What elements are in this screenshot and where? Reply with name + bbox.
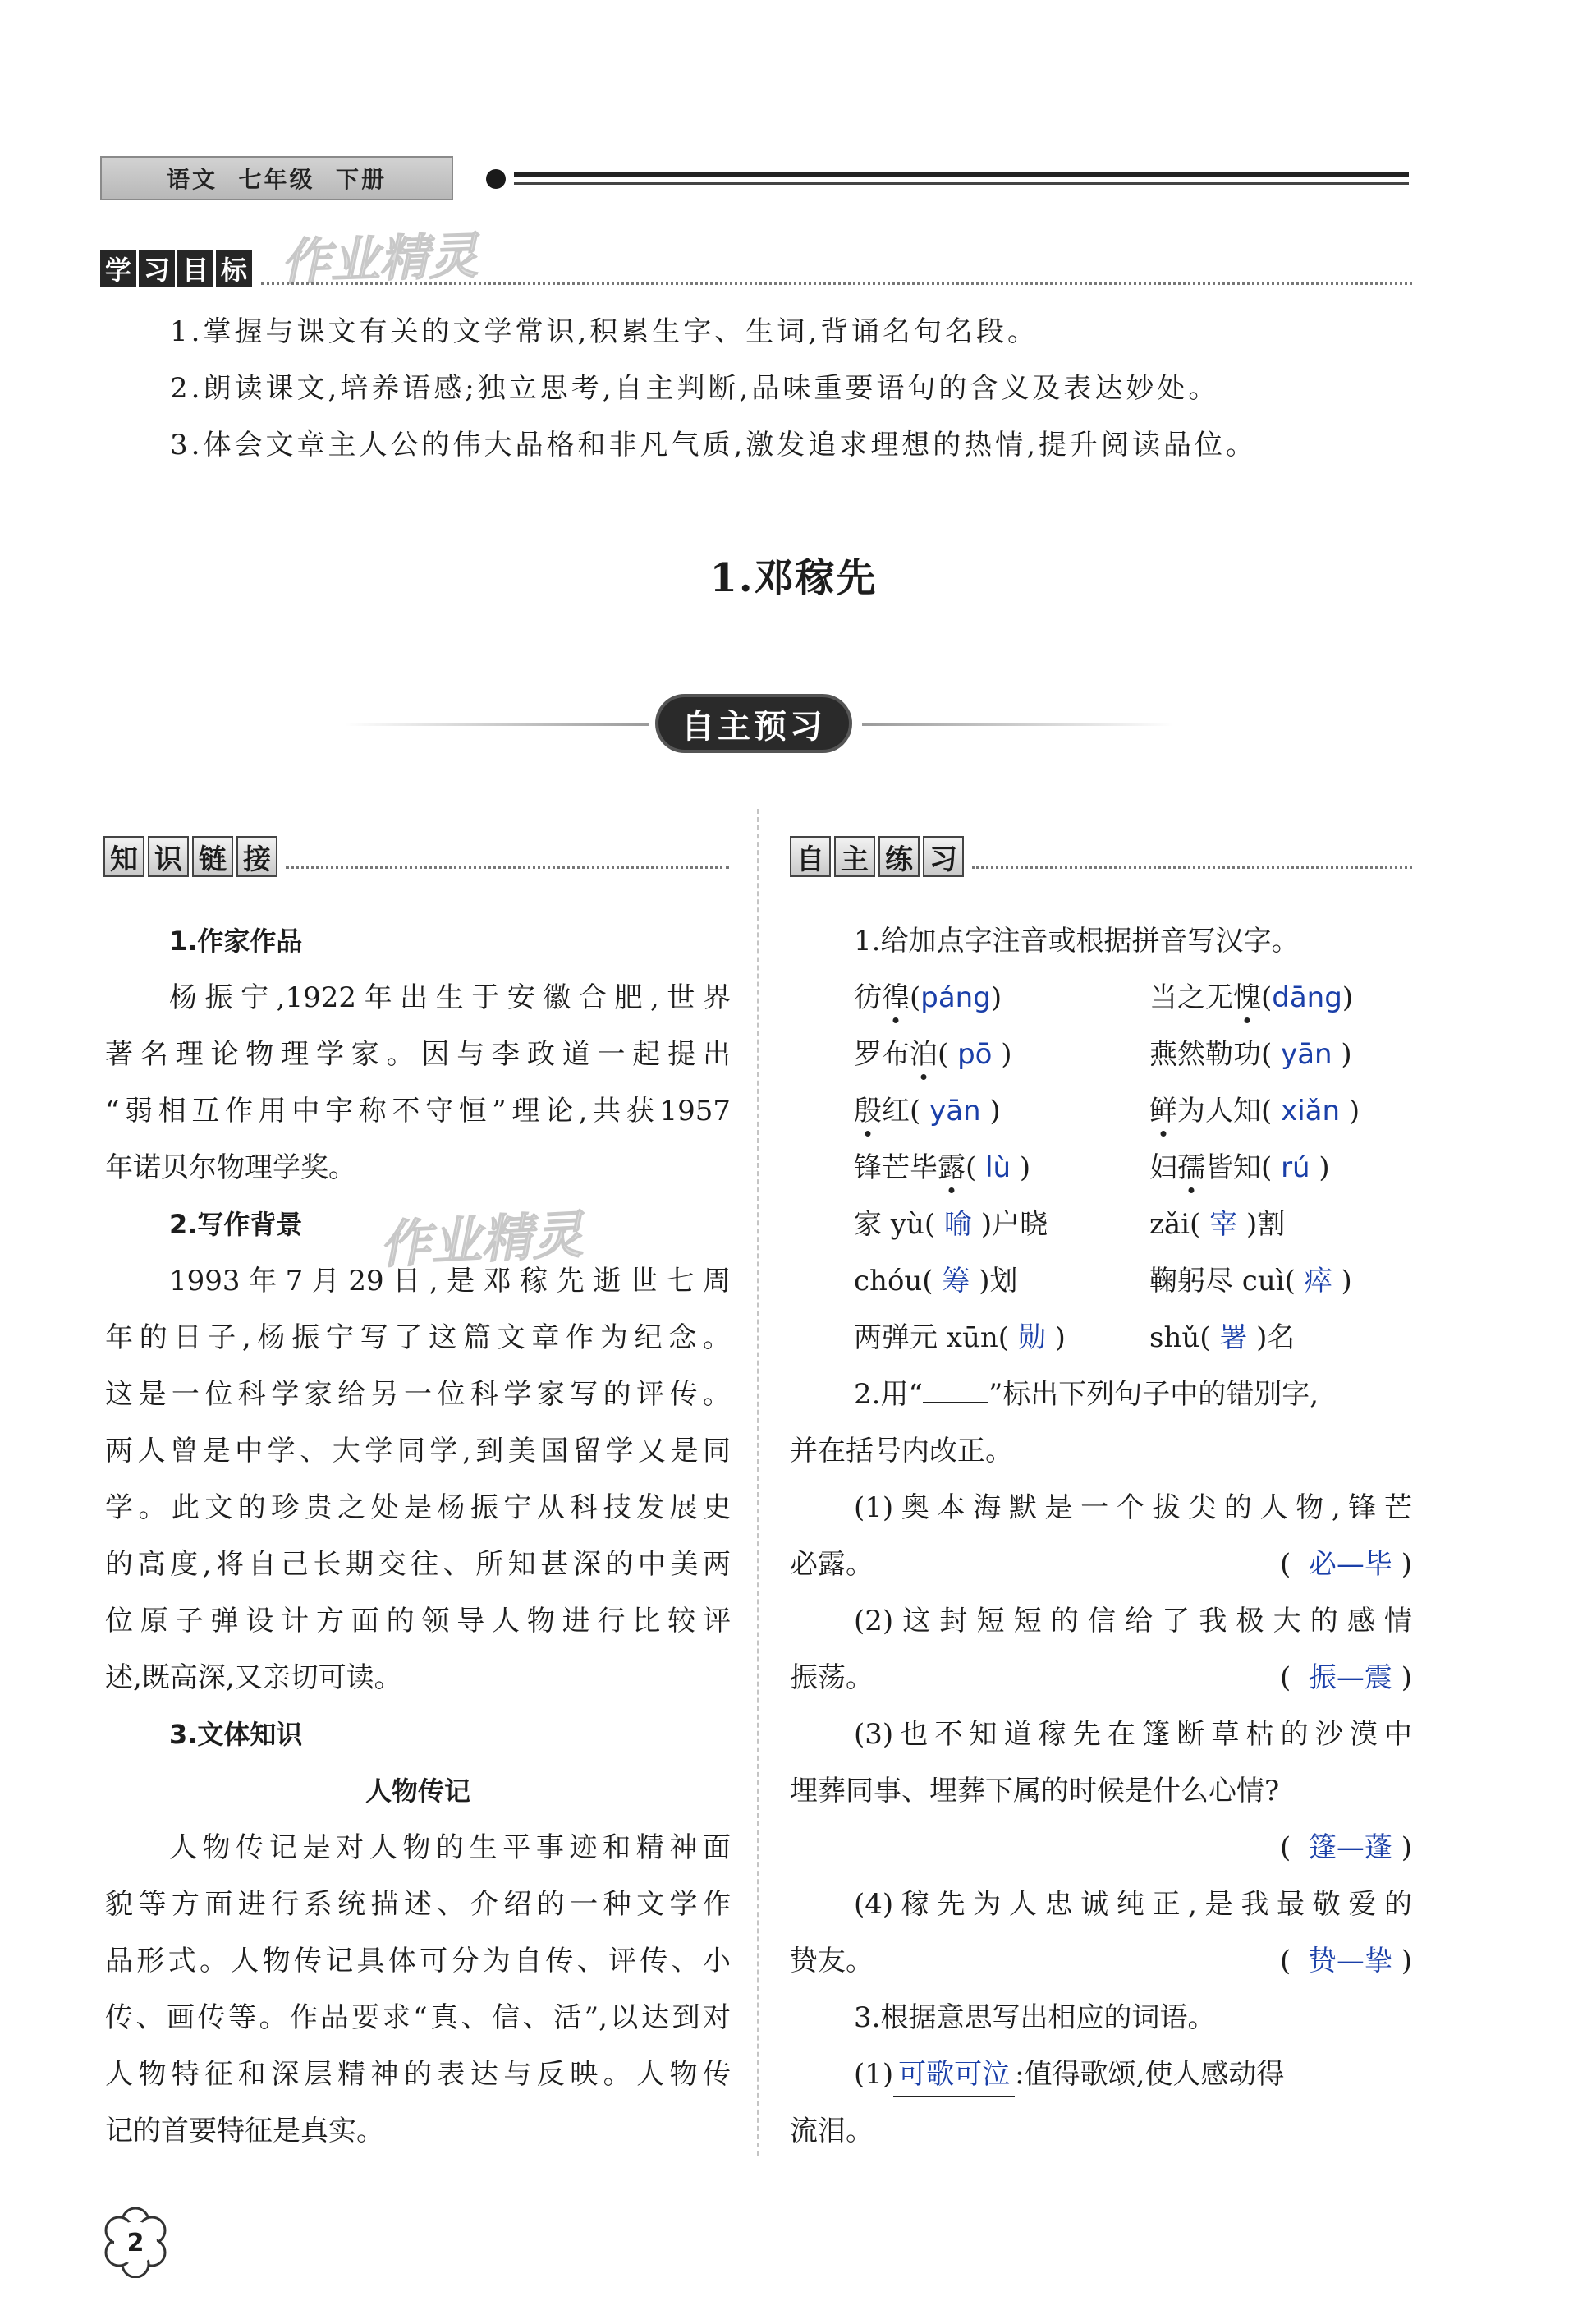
dotted-char: 愧 <box>1233 970 1261 1027</box>
dotted-char: 露 <box>938 1140 966 1196</box>
pinyin-item: 鲜为人知( xiǎn ) <box>1149 1083 1412 1140</box>
word-part: )户晓 <box>980 1208 1048 1241</box>
word-part: 红 <box>882 1095 910 1128</box>
item-number: (1) <box>854 2058 894 2091</box>
goal-item: 1.掌握与课文有关的文学常识,积累生字、生词,背诵名句名段。 <box>170 315 1039 348</box>
header-char: 习 <box>923 836 964 877</box>
header-dot <box>486 169 506 189</box>
header-char: 自 <box>790 836 831 877</box>
learning-goals-label <box>100 250 255 287</box>
paragraph-line: 杨振宁,1922年出生于安徽合肥,世界 <box>169 981 731 1014</box>
header-char: 主 <box>834 836 875 877</box>
pinyin-item: 燕然勒功( yān ) <box>1149 1038 1352 1071</box>
correction: ( 振—震 ) <box>1280 1661 1412 1694</box>
sentence-line: (3)也不知道稼先在篷断草枯的沙漠中 <box>854 1718 1412 1751</box>
question-text: ”标出下列句子中的错别字, <box>988 1378 1319 1411</box>
goal-item: 3.体会文章主人公的伟大品格和非凡气质,激发追求理想的热情,提升阅读品位。 <box>170 429 1258 462</box>
column-divider <box>757 809 759 2156</box>
paragraph-line: 传、画传等。作品要求“真、信、活”,以达到对 <box>105 2001 731 2034</box>
section-rule-left <box>345 723 649 726</box>
word-part: )割 <box>1245 1208 1286 1241</box>
header-char: 链 <box>192 836 233 877</box>
word-part: 家 yù( <box>854 1208 936 1241</box>
question-2 <box>790 1366 1412 1423</box>
word-part: 皆知 <box>1205 1151 1261 1184</box>
goal-label-char: 标 <box>216 250 252 287</box>
dotted-char: 殷 <box>854 1083 882 1140</box>
goal-label-char: 目 <box>177 250 213 287</box>
answer: 必—毕 <box>1308 1548 1392 1581</box>
section-heading: 1.作家作品 <box>169 925 303 957</box>
pinyin-item: 彷徨(páng) <box>790 970 1149 1027</box>
paragraph-line: 的高度,将自己长期交往、所知甚深的中美两 <box>105 1548 731 1581</box>
answer: 筹 <box>942 1265 970 1297</box>
book-header-label: 语文 七年级 下册 <box>167 166 387 193</box>
word-part: chóu( <box>854 1265 933 1297</box>
paragraph-line: 貌等方面进行系统描述、介绍的一种文学作 <box>105 1888 731 1921</box>
answer: pō <box>957 1038 993 1071</box>
sentence-line: (4)稼先为人忠诚纯正,是我最敬爱的 <box>854 1888 1412 1921</box>
question-text: 并在括号内改正。 <box>790 1435 1013 1467</box>
dotted-char: 徨 <box>882 970 910 1027</box>
word-part: zǎi( <box>1149 1208 1201 1241</box>
header-char: 知 <box>103 836 144 877</box>
paragraph-line: 人物传记是对人物的生平事迹和精神面 <box>169 1831 731 1864</box>
answer: xiǎn <box>1281 1095 1341 1128</box>
goal-item: 2.朗读课文,培养语感;独立思考,自主判断,品味重要语句的含义及表达妙处。 <box>170 372 1220 405</box>
question-1: 1.给加点字注音或根据拼音写汉字。 <box>854 925 1300 958</box>
sentence-answer-line <box>790 1820 1412 1876</box>
pinyin-item: 当之无愧(dāng) <box>1149 970 1412 1027</box>
sentence-answer-line <box>790 1650 1412 1706</box>
page-number-badge <box>100 2207 171 2278</box>
paragraph-line: 著名理论物理学家。因与李政道一起提出 <box>105 1038 731 1071</box>
word-part: 燕然勒功 <box>1149 1038 1261 1071</box>
pinyin-item: 殷红( yān ) <box>790 1083 1149 1140</box>
hanzi-item <box>790 1196 1149 1253</box>
header-char: 练 <box>878 836 920 877</box>
word-part: 两弹元 xūn( <box>854 1321 1010 1354</box>
question-text: 2.用“ <box>854 1378 923 1411</box>
answer: 篷—蓬 <box>1308 1831 1392 1864</box>
hanzi-row <box>790 1253 1412 1310</box>
underline-blank <box>923 1372 988 1403</box>
dotted-char: 孺 <box>1177 1140 1205 1196</box>
answer: 瘁 <box>1304 1265 1332 1297</box>
hanzi-row <box>790 1310 1412 1366</box>
answer: 可歌可泣 <box>893 2053 1015 2097</box>
lesson-title: 1.邓稼先 <box>709 555 878 601</box>
subsection-title: 人物传记 <box>365 1775 470 1807</box>
answer: 宰 <box>1209 1208 1238 1241</box>
paragraph-line: 年的日子,杨振宁写了这篇文章作为纪念。 <box>105 1321 731 1354</box>
dotted-divider <box>286 866 729 869</box>
dotted-divider <box>972 866 1412 869</box>
paragraph-line: 品形式。人物传记具体可分为自传、评传、小 <box>105 1945 731 1977</box>
hanzi-item <box>1149 1253 1412 1310</box>
answer: 勋 <box>1017 1321 1046 1354</box>
header-rule-thin <box>514 182 1409 185</box>
sentence-line: 振荡。 <box>790 1661 874 1694</box>
word-part: 彷 <box>854 981 882 1014</box>
self-practice-header <box>790 836 967 877</box>
answer: lù <box>985 1151 1011 1184</box>
hanzi-item <box>790 1310 1149 1366</box>
answer: 贽—挚 <box>1308 1945 1392 1977</box>
paragraph-line: 人物特征和深层精神的表达与反映。人物传 <box>105 2058 731 2091</box>
sentence-answer-line <box>790 1933 1412 1990</box>
goal-label-char: 习 <box>139 250 175 287</box>
paragraph-line: “弱相互作用中宇称不守恒”理论,共获1957 <box>105 1095 731 1128</box>
word-part: 妇 <box>1149 1151 1177 1184</box>
header-char: 识 <box>148 836 189 877</box>
hanzi-item <box>790 1253 1149 1310</box>
paragraph-line: 两人曾是中学、大学同学,到美国留学又是同 <box>105 1435 731 1467</box>
paragraph-line: 述,既高深,又亲切可读。 <box>105 1661 402 1694</box>
pinyin-row <box>790 970 1412 1027</box>
header-char: 接 <box>236 836 277 877</box>
pinyin-item: 罗布泊( pō ) <box>790 1027 1149 1083</box>
hanzi-item <box>1149 1310 1412 1366</box>
hanzi-item <box>1149 1196 1412 1253</box>
book-header <box>100 156 453 200</box>
answer: 喻 <box>944 1208 972 1241</box>
answer: 署 <box>1219 1321 1248 1354</box>
learning-goals-list <box>170 304 1418 474</box>
dotted-divider <box>261 282 1412 285</box>
correction: ( 篷—蓬 ) <box>1280 1831 1412 1864</box>
answer: dāng <box>1272 981 1342 1014</box>
knowledge-link-column <box>105 913 731 2160</box>
sentence-line: 埋葬同事、埋葬下属的时候是什么心情? <box>790 1775 1280 1807</box>
paragraph-line: 1993年7月29日,是邓稼先逝世七周 <box>169 1265 731 1297</box>
paragraph-line: 位原子弹设计方面的领导人物进行比较评 <box>105 1605 731 1637</box>
dotted-char: 鲜 <box>1149 1083 1177 1140</box>
word-part: 鞠躬尽 cuì( <box>1149 1265 1296 1297</box>
sentence-line: (1)奥本海默是一个拔尖的人物,锋芒 <box>854 1491 1412 1524</box>
answer: yān <box>1281 1038 1332 1071</box>
page-number: 2 <box>126 2228 144 2257</box>
word-part: 当之无 <box>1149 981 1233 1014</box>
answer: 振—震 <box>1308 1661 1392 1694</box>
definition-text: 流泪。 <box>790 2115 874 2147</box>
section-rule-right <box>862 723 1174 726</box>
word-part: shǔ( <box>1149 1321 1211 1354</box>
correction: ( 贽—挚 ) <box>1280 1945 1412 1977</box>
header-rule <box>514 172 1409 177</box>
sentence-line: 必露。 <box>790 1548 874 1581</box>
answer: páng <box>920 981 991 1014</box>
word-part: 为人知 <box>1177 1095 1261 1128</box>
sentence-line: 贽友。 <box>790 1945 874 1977</box>
paragraph-line: 这是一位科学家给另一位科学家写的评传。 <box>105 1378 731 1411</box>
dotted-char: 泊 <box>910 1027 938 1083</box>
hanzi-row <box>790 1196 1412 1253</box>
section-badge: 自主预习 <box>655 694 852 753</box>
pinyin-item: 妇孺皆知( rú ) <box>1149 1140 1412 1196</box>
word-part: )划 <box>979 1265 1018 1297</box>
pinyin-row <box>790 1140 1412 1196</box>
answer: yān <box>929 1095 981 1128</box>
word-part: )名 <box>1256 1321 1296 1354</box>
watermark: 作业精灵 <box>280 227 479 292</box>
correction: ( 必—毕 ) <box>1280 1548 1412 1581</box>
word-part: ) <box>1341 1265 1352 1297</box>
sentence-line: (2)这封短短的信给了我极大的感情 <box>854 1605 1412 1637</box>
question-3: 3.根据意思写出相应的词语。 <box>854 2001 1216 2034</box>
knowledge-link-header <box>103 836 281 877</box>
watermark: 作业精灵 <box>378 1204 585 1275</box>
paragraph-line: 学。此文的珍贵之处是杨振宁从科技发展史 <box>105 1491 731 1524</box>
paragraph-line: 年诺贝尔物理学奖。 <box>105 1151 356 1184</box>
pinyin-item: 锋芒毕露( lù ) <box>790 1140 1149 1196</box>
self-practice-column <box>790 913 1412 2160</box>
paragraph-line: 记的首要特征是真实。 <box>105 2115 384 2147</box>
section-heading: 3.文体知识 <box>169 1719 303 1750</box>
section-heading: 2.写作背景 <box>169 1209 303 1240</box>
answer: rú <box>1281 1151 1310 1184</box>
sentence-answer-line <box>790 1536 1412 1593</box>
pinyin-row <box>790 1027 1412 1083</box>
word-part: 锋芒毕 <box>854 1151 938 1184</box>
definition-line <box>790 2046 1412 2103</box>
pinyin-row <box>790 1083 1412 1140</box>
word-part: 罗布 <box>854 1038 910 1071</box>
goal-label-char: 学 <box>100 250 136 287</box>
word-part: ) <box>1054 1321 1066 1354</box>
definition-text: :值得歌颂,使人感动得 <box>1015 2058 1285 2091</box>
